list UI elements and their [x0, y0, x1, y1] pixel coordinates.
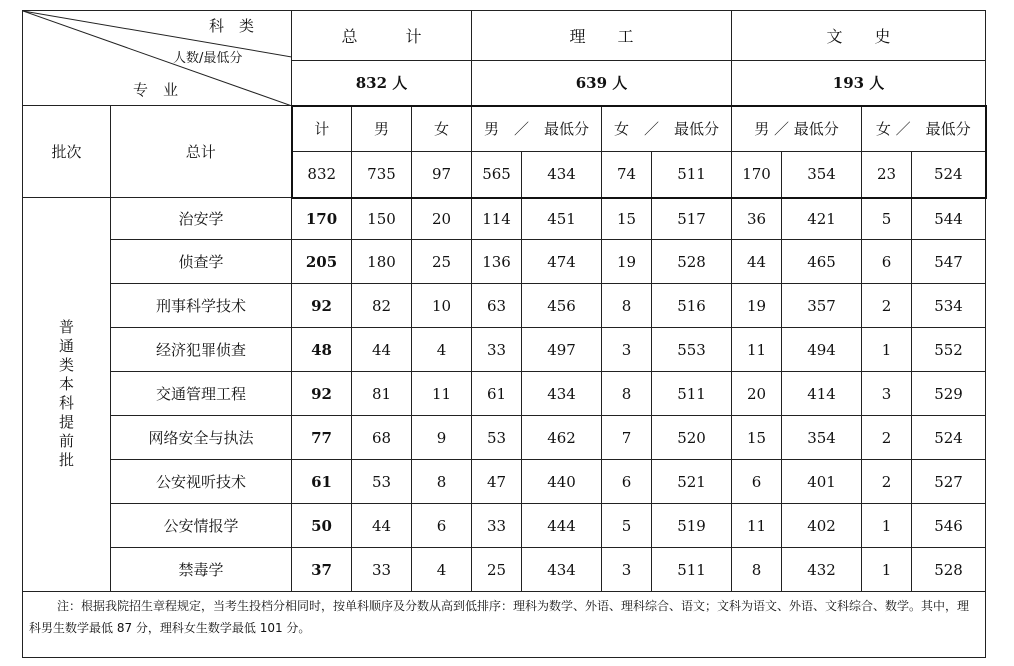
col-arts-male-min: 男 ／ 最低分	[732, 106, 862, 152]
value-cell: 82	[352, 284, 412, 328]
value-cell: 3	[862, 372, 912, 416]
col-science-male-min: 男 ／ 最低分	[472, 106, 602, 152]
value-cell: 19	[732, 284, 782, 328]
value-cell: 1	[862, 328, 912, 372]
value-cell: 544	[912, 198, 986, 240]
total-cell: 735	[352, 152, 412, 198]
value-cell: 4	[412, 548, 472, 592]
value-cell: 25	[472, 548, 522, 592]
group-science-count: 639 人	[472, 61, 732, 106]
total-cell: 170	[732, 152, 782, 198]
table-row	[23, 328, 986, 372]
value-cell: 2	[862, 416, 912, 460]
value-cell: 47	[472, 460, 522, 504]
value-cell: 20	[732, 372, 782, 416]
group-total-count: 832 人	[292, 61, 472, 106]
batch-name: 普通类本科提前批	[23, 198, 111, 592]
value-cell: 474	[522, 240, 602, 284]
major-name: 禁毒学	[111, 548, 292, 592]
value-cell: 63	[472, 284, 522, 328]
value-cell: 114	[472, 198, 522, 240]
value-cell: 517	[652, 198, 732, 240]
value-cell: 521	[652, 460, 732, 504]
value-cell: 150	[352, 198, 412, 240]
value-cell: 6	[732, 460, 782, 504]
total-cell: 524	[912, 152, 986, 198]
value-cell: 136	[472, 240, 522, 284]
diagonal-header-cell	[23, 11, 292, 106]
major-label: 专 业	[133, 81, 179, 99]
value-cell: 4	[412, 328, 472, 372]
footnote-text: 注：根据我院招生章程规定，当考生投档分相同时，按单科顺序及分数从高到低排序：理科为数学、外语、理科综合、语文；文科为语文、外语、文科综合、数学。其中，理科男生数学最低 87 分，理科女生数学最低 101 分。	[29, 599, 970, 635]
value-cell: 53	[352, 460, 412, 504]
total-cell: 832	[292, 152, 352, 198]
value-cell: 180	[352, 240, 412, 284]
total-cell: 97	[412, 152, 472, 198]
col-arts-female-min: 女 ／ 最低分	[862, 106, 986, 152]
value-cell: 15	[732, 416, 782, 460]
value-cell: 456	[522, 284, 602, 328]
value-cell: 434	[522, 548, 602, 592]
table-row	[23, 372, 986, 416]
value-cell: 3	[602, 548, 652, 592]
total-cell: 434	[522, 152, 602, 198]
footnote	[23, 592, 986, 658]
value-cell: 33	[472, 504, 522, 548]
value-cell: 2	[862, 284, 912, 328]
value-cell: 77	[292, 416, 352, 460]
value-cell: 61	[292, 460, 352, 504]
table-row	[23, 504, 986, 548]
table-row	[23, 284, 986, 328]
value-cell: 357	[782, 284, 862, 328]
value-cell: 33	[472, 328, 522, 372]
value-cell: 8	[602, 372, 652, 416]
col-science-female-min: 女 ／ 最低分	[602, 106, 732, 152]
value-cell: 494	[782, 328, 862, 372]
value-cell: 205	[292, 240, 352, 284]
value-cell: 1	[862, 504, 912, 548]
value-cell: 9	[412, 416, 472, 460]
total-cell: 354	[782, 152, 862, 198]
value-cell: 44	[732, 240, 782, 284]
value-cell: 440	[522, 460, 602, 504]
group-arts-label: 文 史	[732, 11, 986, 61]
value-cell: 61	[472, 372, 522, 416]
value-cell: 81	[352, 372, 412, 416]
group-science-label: 理 工	[472, 11, 732, 61]
table-row	[23, 460, 986, 504]
major-name: 网络安全与执法	[111, 416, 292, 460]
value-cell: 36	[732, 198, 782, 240]
value-cell: 7	[602, 416, 652, 460]
value-cell: 527	[912, 460, 986, 504]
value-cell: 50	[292, 504, 352, 548]
table-row	[23, 198, 986, 240]
value-cell: 529	[912, 372, 986, 416]
value-cell: 33	[352, 548, 412, 592]
major-name: 侦查学	[111, 240, 292, 284]
count-min-score-label: 人数/最低分	[173, 51, 243, 66]
table-row	[23, 416, 986, 460]
value-cell: 552	[912, 328, 986, 372]
value-cell: 534	[912, 284, 986, 328]
value-cell: 11	[732, 328, 782, 372]
major-name: 刑事科学技术	[111, 284, 292, 328]
total-cell: 511	[652, 152, 732, 198]
value-cell: 402	[782, 504, 862, 548]
value-cell: 92	[292, 372, 352, 416]
value-cell: 511	[652, 372, 732, 416]
category-label: 科 类	[209, 17, 255, 35]
value-cell: 11	[732, 504, 782, 548]
admission-table	[22, 10, 987, 658]
batch-header: 批次	[23, 106, 111, 198]
major-name: 交通管理工程	[111, 372, 292, 416]
value-cell: 19	[602, 240, 652, 284]
major-name: 治安学	[111, 198, 292, 240]
value-cell: 444	[522, 504, 602, 548]
value-cell: 401	[782, 460, 862, 504]
value-cell: 547	[912, 240, 986, 284]
total-cell: 23	[862, 152, 912, 198]
col-male: 男	[352, 106, 412, 152]
major-name: 公安视听技术	[111, 460, 292, 504]
value-cell: 462	[522, 416, 602, 460]
value-cell: 8	[602, 284, 652, 328]
value-cell: 25	[412, 240, 472, 284]
value-cell: 2	[862, 460, 912, 504]
major-name: 经济犯罪侦查	[111, 328, 292, 372]
value-cell: 528	[912, 548, 986, 592]
value-cell: 432	[782, 548, 862, 592]
value-cell: 511	[652, 548, 732, 592]
value-cell: 6	[602, 460, 652, 504]
value-cell: 20	[412, 198, 472, 240]
value-cell: 37	[292, 548, 352, 592]
value-cell: 354	[782, 416, 862, 460]
group-arts-count: 193 人	[732, 61, 986, 106]
value-cell: 5	[602, 504, 652, 548]
value-cell: 414	[782, 372, 862, 416]
group-total-label: 总 计	[292, 11, 472, 61]
col-female: 女	[412, 106, 472, 152]
value-cell: 434	[522, 372, 602, 416]
value-cell: 3	[602, 328, 652, 372]
value-cell: 8	[732, 548, 782, 592]
total-cell: 565	[472, 152, 522, 198]
col-total: 计	[292, 106, 352, 152]
value-cell: 6	[412, 504, 472, 548]
value-cell: 44	[352, 328, 412, 372]
major-name: 公安情报学	[111, 504, 292, 548]
value-cell: 497	[522, 328, 602, 372]
value-cell: 546	[912, 504, 986, 548]
value-cell: 519	[652, 504, 732, 548]
value-cell: 10	[412, 284, 472, 328]
value-cell: 528	[652, 240, 732, 284]
value-cell: 92	[292, 284, 352, 328]
value-cell: 6	[862, 240, 912, 284]
value-cell: 11	[412, 372, 472, 416]
value-cell: 421	[782, 198, 862, 240]
value-cell: 1	[862, 548, 912, 592]
value-cell: 465	[782, 240, 862, 284]
value-cell: 520	[652, 416, 732, 460]
value-cell: 553	[652, 328, 732, 372]
admission-statistics-document	[22, 10, 985, 656]
table-row	[23, 548, 986, 592]
value-cell: 44	[352, 504, 412, 548]
value-cell: 451	[522, 198, 602, 240]
value-cell: 524	[912, 416, 986, 460]
total-header: 总计	[111, 106, 292, 198]
value-cell: 516	[652, 284, 732, 328]
value-cell: 170	[292, 198, 352, 240]
value-cell: 5	[862, 198, 912, 240]
value-cell: 48	[292, 328, 352, 372]
major-rows	[23, 198, 986, 592]
value-cell: 8	[412, 460, 472, 504]
value-cell: 53	[472, 416, 522, 460]
table-row	[23, 240, 986, 284]
total-cell: 74	[602, 152, 652, 198]
value-cell: 68	[352, 416, 412, 460]
value-cell: 15	[602, 198, 652, 240]
